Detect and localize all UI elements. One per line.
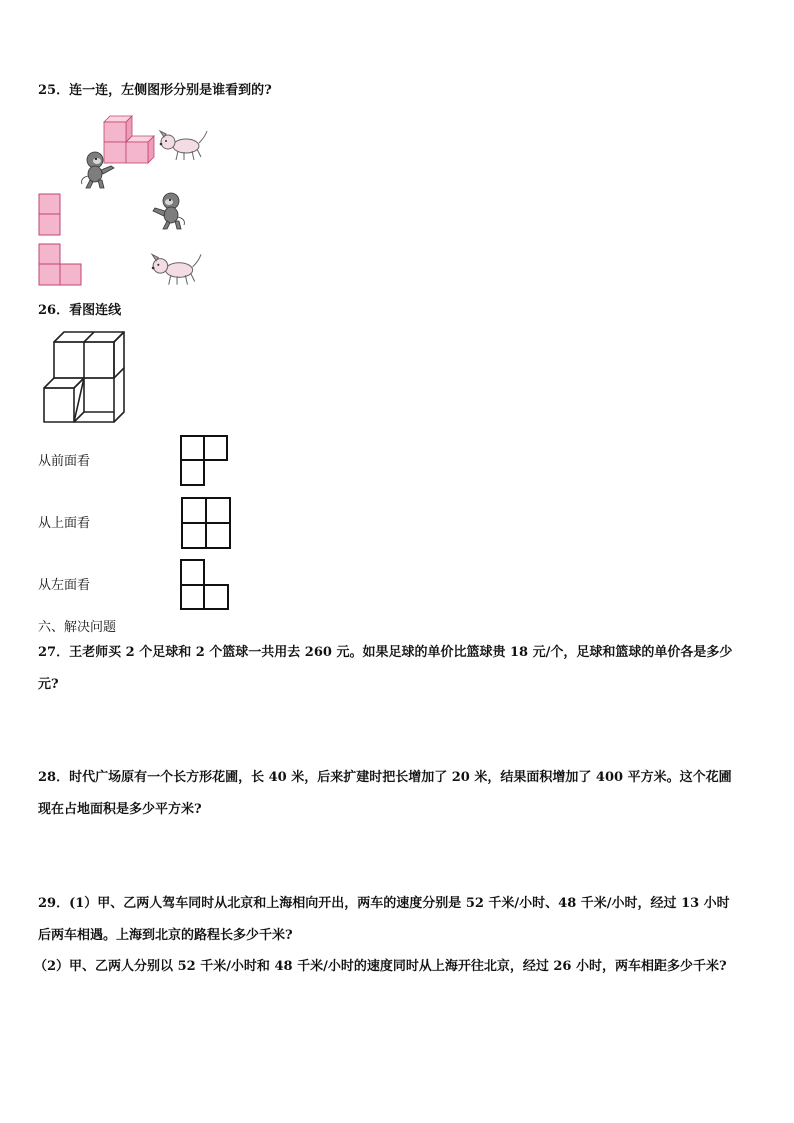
q28-line1: 28．时代广场原有一个长方形花圃，长 40 米，后来扩建时把长增加了 20 米，结果面积增加了 400 平方米。这个花圃: [38, 770, 732, 785]
view-two-stacked: [38, 193, 62, 237]
q29-line2: 后两车相遇。上海到北京的路程长多少千米?: [38, 928, 293, 943]
view-l-shape: [38, 243, 84, 287]
q29-line3: （2）甲、乙两人分别以 52 千米/小时和 48 千米/小时的速度同时从上海开往北京，经过 26 小时，两车相距多少千米?: [34, 959, 727, 974]
view-label-top: 从上面看: [38, 516, 91, 531]
section-heading: 六、解决问题: [38, 620, 117, 635]
q28-line2: 现在占地面积是多少平方米?: [38, 802, 202, 817]
q27-line2: 元?: [38, 677, 59, 692]
view-shape-2: [180, 496, 232, 550]
view-label-front: 从前面看: [38, 454, 91, 469]
q27-line1: 27．王老师买 2 个足球和 2 个篮球一共用去 260 元。如果足球的单价比篮球贵 18 元/个，足球和篮球的单价各是多少: [38, 645, 733, 660]
q25-title: 25．连一连，左侧图形分别是谁看到的?: [38, 83, 272, 98]
q26-title: 26．看图连线: [38, 303, 122, 318]
view-shape-3: [179, 558, 231, 612]
monkey-icon: [152, 191, 188, 231]
dog-icon: [150, 251, 202, 287]
block-figure-3d: [40, 330, 130, 426]
view-label-left: 从左面看: [38, 578, 91, 593]
view-shape-1: [179, 434, 229, 488]
q29-line1: 29．(1）甲、乙两人驾车同时从北京和上海相向开出，两车的速度分别是 52 千米/小时、48 千米/小时，经过 13 小时: [38, 896, 730, 911]
monkey-icon: [80, 150, 116, 190]
dog-icon: [158, 128, 208, 162]
